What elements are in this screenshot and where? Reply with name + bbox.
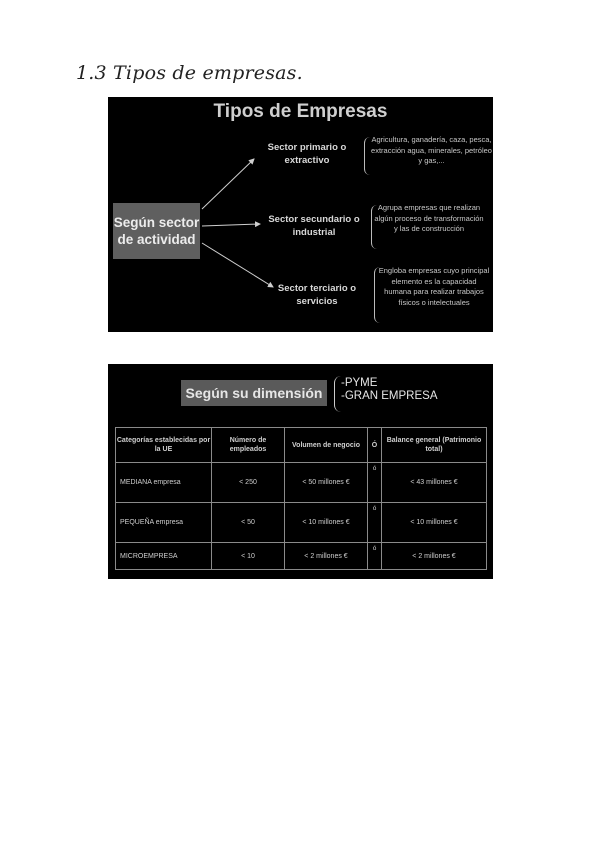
header-balance: Balance general (Patrimonio total)	[382, 428, 487, 463]
section-heading: 1.3 Tipos de empresas.	[76, 62, 303, 84]
option-gran-empresa: -GRAN EMPRESA	[341, 390, 438, 402]
row-balance: < 10 millones €	[382, 503, 487, 543]
table-row	[116, 463, 487, 503]
sector-terciario-label: Sector terciario o servicios	[277, 283, 357, 307]
table-row	[116, 543, 487, 570]
sector-primario-description: Agricultura, ganadería, caza, pesca, extracción agua, minerales, petróleo y gas,...	[371, 135, 492, 165]
row-balance: < 2 millones €	[382, 543, 487, 570]
header-employees: Número de empleados	[212, 428, 285, 463]
arrow-terciario	[202, 243, 273, 287]
row-employees: < 250	[212, 463, 285, 503]
sector-terciario-description: Engloba empresas cuyo principal elemento es la capacidad humana para realizar trabajos físicos o intelectuales	[378, 266, 490, 307]
dimension-box: Según su dimensión	[181, 380, 327, 406]
arrow-primario	[202, 159, 254, 209]
sector-secundario-label: Sector secundario o industrial	[268, 214, 360, 238]
row-or: ó	[368, 543, 382, 570]
slide-dimension	[108, 364, 493, 579]
slide-title: Tipos de Empresas	[213, 101, 388, 122]
row-employees: < 50	[212, 503, 285, 543]
row-category: PEQUEÑA empresa	[116, 503, 212, 543]
row-category: MICROEMPRESA	[116, 543, 212, 570]
header-volume: Volumen de negocio	[285, 428, 368, 463]
header-category: Categorías establecidas por la UE	[116, 428, 212, 463]
table-row	[116, 503, 487, 543]
row-or: ó	[368, 463, 382, 503]
row-or: ó	[368, 503, 382, 543]
size-table	[115, 427, 487, 570]
sector-secundario-description: Agrupa empresas que realizan algún proceso de transformación y las de construcción	[374, 203, 484, 233]
option-pyme: -PYME	[341, 377, 378, 389]
header-or: Ó	[368, 428, 382, 463]
row-employees: < 10	[212, 543, 285, 570]
arrow-secundario	[202, 224, 260, 226]
row-volume: < 10 millones €	[285, 503, 368, 543]
criterion-box: Según sector de actividad	[113, 203, 200, 259]
row-category: MEDIANA empresa	[116, 463, 212, 503]
sector-primario-label: Sector primario o extractivo	[267, 142, 347, 166]
row-volume: < 50 millones €	[285, 463, 368, 503]
slide-tipos-empresas	[108, 97, 493, 332]
row-balance: < 43 millones €	[382, 463, 487, 503]
row-volume: < 2 millones €	[285, 543, 368, 570]
